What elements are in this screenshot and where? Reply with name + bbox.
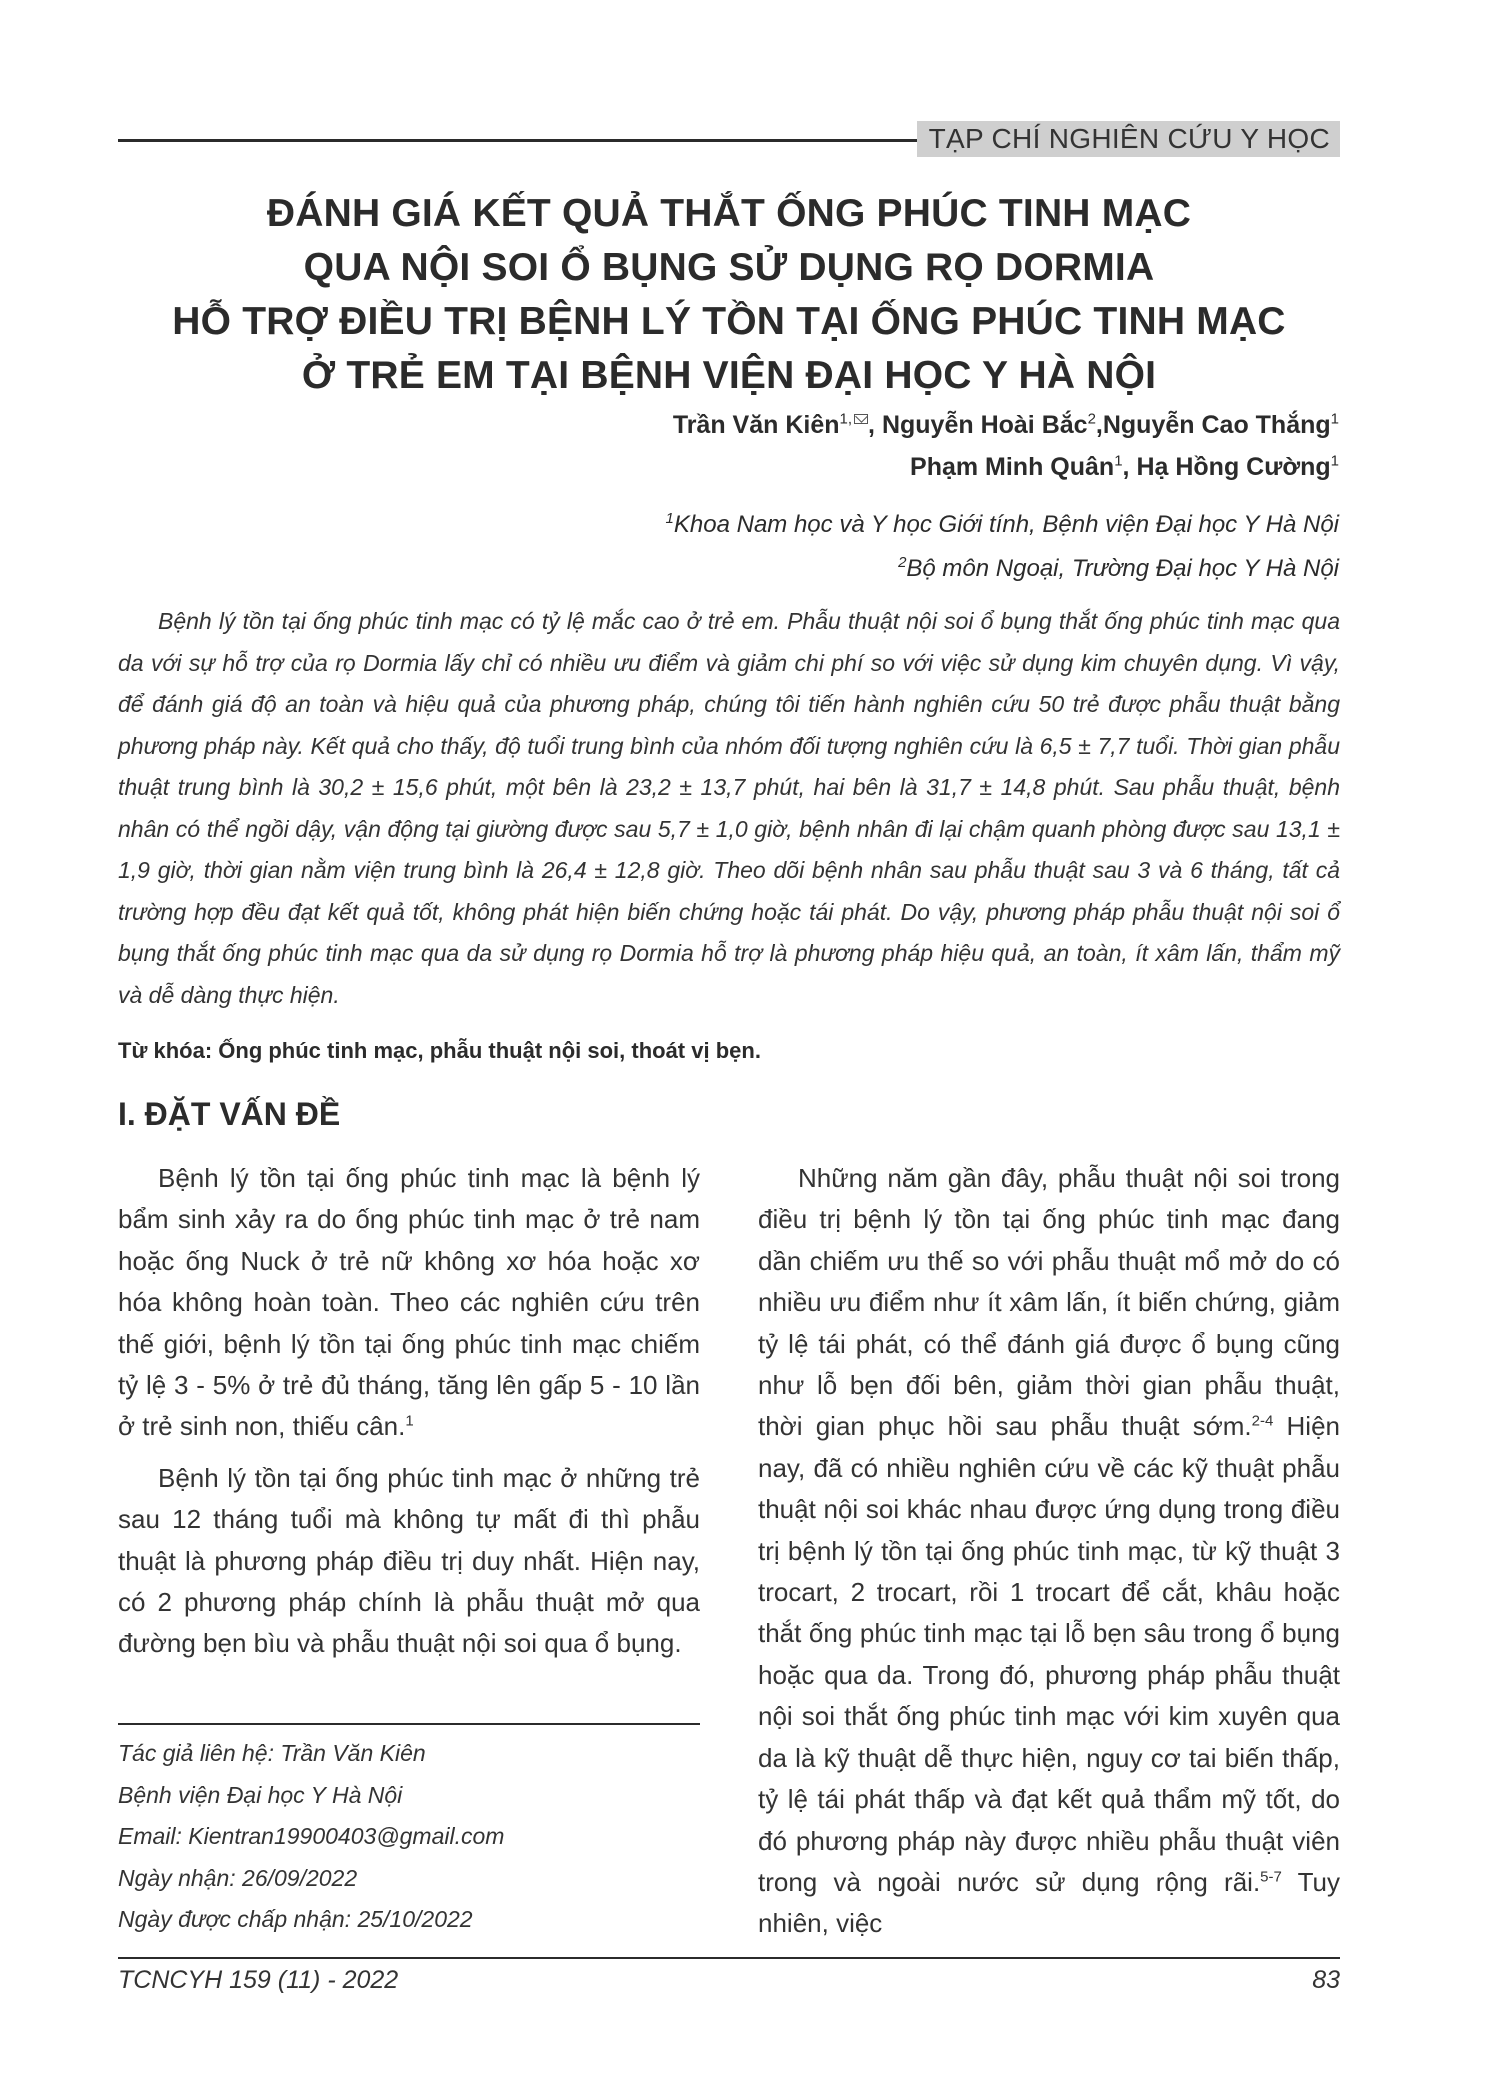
author-row bbox=[673, 404, 1339, 446]
footnote-line: Ngày được chấp nhận: 25/10/2022 bbox=[118, 1906, 473, 1932]
author-list bbox=[673, 404, 1339, 488]
journal-citation: TCNCYH 159 (11) - 2022 bbox=[118, 1966, 399, 1994]
affiliations bbox=[666, 503, 1339, 591]
footer-rule bbox=[118, 1957, 1340, 1959]
page-number: 83 bbox=[1312, 1966, 1340, 1994]
section-title: I. ĐẶT VẤN ĐỀ bbox=[118, 1096, 341, 1132]
citation-ref: 5-7 bbox=[1260, 1868, 1282, 1886]
affiliation bbox=[666, 503, 1339, 547]
title-line: QUA NỘI SOI Ổ BỤNG SỬ DỤNG RỌ DORMIA bbox=[303, 246, 1155, 289]
citation-ref: 2-4 bbox=[1251, 1412, 1274, 1430]
paragraph-text: Tuy nhiên, việc bbox=[758, 1866, 1340, 1939]
citation-ref: 1 bbox=[405, 1412, 414, 1430]
journal-header bbox=[118, 121, 1340, 157]
mail-icon bbox=[854, 414, 868, 424]
author-separator: , bbox=[1095, 411, 1103, 439]
footnote-line: Bệnh viện Đại học Y Hà Nội bbox=[118, 1781, 403, 1808]
body-paragraph bbox=[118, 1158, 700, 1448]
affiliation-text: Bộ môn Ngoại, Trường Đại học Y Hà Nội bbox=[906, 555, 1339, 582]
footnote-line: Email: Kientran19900403@gmail.com bbox=[118, 1823, 505, 1849]
title-line: HỖ TRỢ ĐIỀU TRỊ BỆNH LÝ TỒN TẠI ỐNG PHÚC TINH MẠC bbox=[172, 300, 1286, 343]
author-affil-sup: 1 bbox=[1330, 452, 1339, 470]
author-affil-sup: 1 bbox=[1114, 452, 1123, 470]
paragraph-text: Bệnh lý tồn tại ống phúc tinh mạc là bệnh lý bẩm sinh xảy ra do ống phúc tinh mạc ở trẻ nam hoặc ống Nuck ở trẻ nữ không xơ hóa hoặc xơ hóa không hoàn toàn. Theo các nghiên cứu trên thế giới, bệnh lý tồn tại ống phúc tinh mạc chiếm tỷ lệ 3 - 5% ở trẻ đủ tháng, tăng lên gấp 5 - 10 lần ở trẻ sinh non, thiếu cân. bbox=[118, 1163, 700, 1442]
title-line: ĐÁNH GIÁ KẾT QUẢ THẮT ỐNG PHÚC TINH MẠC bbox=[266, 192, 1192, 235]
author-separator: , bbox=[868, 411, 882, 439]
author-name: Trần Văn Kiên bbox=[672, 411, 840, 439]
body-paragraph bbox=[758, 1158, 1340, 1945]
corresponding-author-note bbox=[118, 1733, 700, 1941]
footnote-line: Ngày nhận: 26/09/2022 bbox=[118, 1864, 358, 1891]
body-column-left bbox=[118, 1158, 700, 1665]
footnote-rule bbox=[118, 1723, 700, 1725]
paragraph-text: Những năm gần đây, phẫu thuật nội soi trong điều trị bệnh lý tồn tại ống phúc tinh mạc đang dần chiếm ưu thế so với phẫu thuật mổ mở do có nhiều ưu điểm như ít xâm lấn, ít biến chứng, giảm tỷ lệ tái phát, có thể đánh giá được ổ bụng cũng như lỗ bẹn đối bên, giảm thời gian phẫu thuật, thời gian phục hồi sau phẫu thuật sớm. bbox=[758, 1163, 1340, 1442]
paragraph-text: Hiện nay, đã có nhiều nghiên cứu về các kỹ thuật phẫu thuật nội soi khác nhau được ứng dụng trong điều trị bệnh lý tồn tại ống phúc tinh mạc, từ kỹ thuật 3 trocart, 2 trocart, rồi 1 trocart để cắt, khâu hoặc thắt ống phúc tinh mạc tại lỗ bẹn sâu trong ổ bụng hoặc qua da. Trong đó, phương pháp phẫu thuật nội soi thắt ống phúc tinh mạc với kim xuyên qua da là kỹ thuật dễ thực hiện, nguy cơ tai biến thấp, tỷ lệ tái phát thấp và đạt kết quả thẩm mỹ tốt, do đó phương pháp này được nhiều phẫu thuật viên trong và ngoài nước sử dụng rộng rãi. bbox=[758, 1411, 1340, 1897]
author-separator: , bbox=[1122, 453, 1137, 481]
body-paragraph: Bệnh lý tồn tại ống phúc tinh mạc ở những trẻ sau 12 tháng tuổi mà không tự mất đi thì phẫu thuật là phương pháp điều trị duy nhất. Hiện nay, có 2 phương pháp chính là phẫu thuật mở qua đường bẹn bìu và phẫu thuật nội soi qua ổ bụng. bbox=[118, 1462, 700, 1659]
abstract: Bệnh lý tồn tại ống phúc tinh mạc có tỷ lệ mắc cao ở trẻ em. Phẫu thuật nội soi ổ bụng thắt ống phúc tinh mạc qua da với sự hỗ trợ của rọ Dormia lấy chỉ có nhiều ưu điểm và giảm chi phí so với việc sử dụng kim chuyên dụng. Vì vậy, để đánh giá độ an toàn và hiệu quả của phương pháp, chúng tôi tiến hành nghiên cứu 50 trẻ được phẫu thuật bằng phương pháp này. Kết quả cho thấy, độ tuổi trung bình của nhóm đối tượng nghiên cứu là 6,5 ± 7,7 tuổi. Thời gian phẫu thuật trung bình là 30,2 ± 15,6 phút, một bên là 23,2 ± 13,7 phút, hai bên là 31,7 ± 14,8 phút. Sau phẫu thuật, bệnh nhân có thể ngồi dậy, vận động tại giường được sau 5,7 ± 1,0 giờ, bệnh nhân đi lại chậm quanh phòng được sau 13,1 ± 1,9 giờ, thời gian nằm viện trung bình là 26,4 ± 12,8 giờ. Theo dõi bệnh nhân sau phẫu thuật sau 3 và 6 tháng, tất cả trường hợp đều đạt kết quả tốt, không phát hiện biến chứng hoặc tái phát. Do vậy, phương pháp phẫu thuật nội soi ổ bụng thắt ống phúc tinh mạc qua da sử dụng rọ Dormia hỗ trợ là phương pháp hiệu quả, an toàn, ít xâm lấn, thẩm mỹ và dễ dàng thực hiện. bbox=[118, 608, 1340, 1008]
author-affil-sup: 1 bbox=[1330, 410, 1339, 428]
author-affil-sup: 1, bbox=[839, 410, 853, 428]
journal-name: TẠP CHÍ NGHIÊN CỨU Y HỌC bbox=[917, 121, 1340, 157]
author-row bbox=[673, 446, 1339, 488]
title-line: Ở TRẺ EM TẠI BỆNH VIỆN ĐẠI HỌC Y HÀ NỘI bbox=[301, 354, 1157, 397]
affiliation-sup: 1 bbox=[665, 510, 674, 527]
header-rule bbox=[118, 139, 938, 142]
author-name: Nguyễn Hoài Bắc bbox=[881, 411, 1088, 439]
author-name: Hạ Hồng Cường bbox=[1136, 453, 1331, 481]
keywords: Từ khóa: Ống phúc tinh mạc, phẫu thuật nội soi, thoát vị bẹn. bbox=[118, 1038, 761, 1063]
author-affil-sup: 2 bbox=[1087, 410, 1096, 428]
article-title bbox=[118, 187, 1340, 403]
affiliation-sup: 2 bbox=[898, 554, 907, 571]
affiliation-text: Khoa Nam học và Y học Giới tính, Bệnh viện Đại học Y Hà Nội bbox=[673, 511, 1339, 538]
author-name: Nguyễn Cao Thắng bbox=[1102, 411, 1331, 439]
author-name: Phạm Minh Quân bbox=[910, 453, 1115, 481]
affiliation bbox=[666, 547, 1339, 591]
body-column-right bbox=[758, 1158, 1340, 1945]
footnote-line: Tác giả liên hệ: Trần Văn Kiên bbox=[118, 1740, 426, 1766]
